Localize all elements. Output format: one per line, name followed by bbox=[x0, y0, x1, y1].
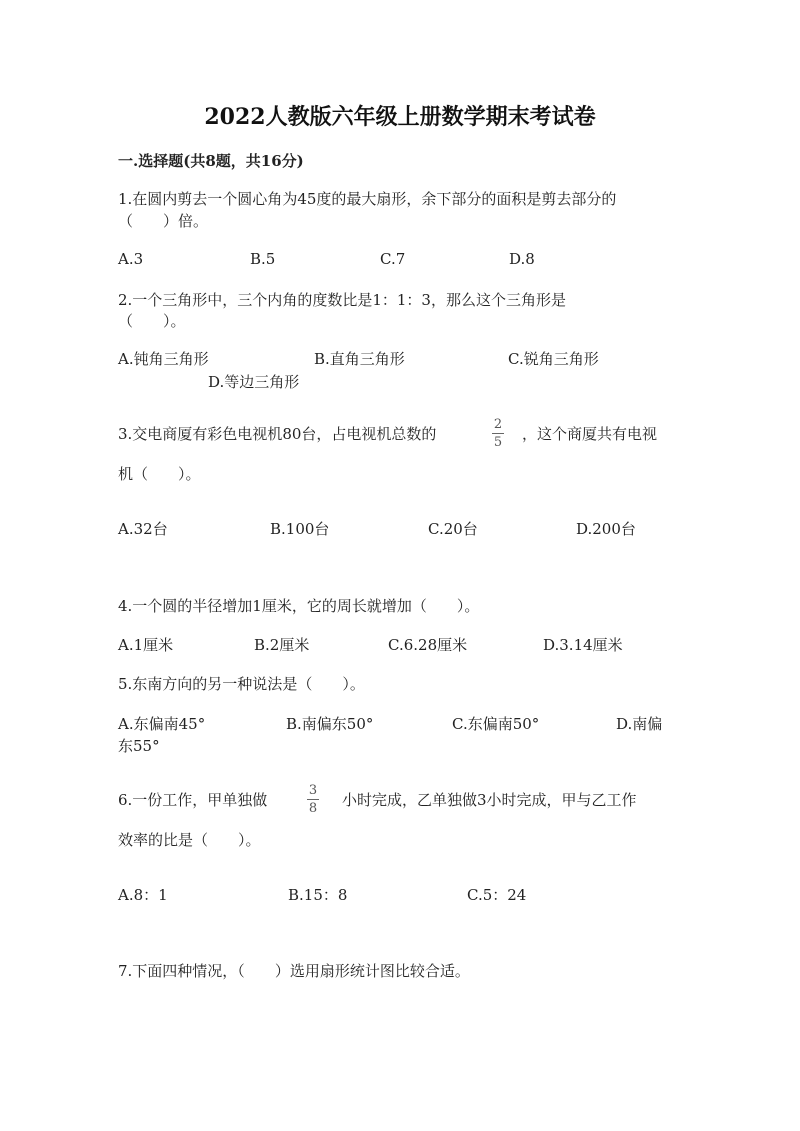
q1-option-d[interactable]: D.8 bbox=[509, 250, 535, 268]
q2-option-d[interactable]: D.等边三角形 bbox=[208, 373, 300, 391]
q4-option-d[interactable]: D.3.14厘米 bbox=[543, 636, 623, 654]
q3-option-d[interactable]: D.200台 bbox=[576, 520, 636, 538]
question-3-text-after-fraction: ，这个商厦共有电视 bbox=[522, 425, 658, 443]
question-6-text-cont: 效率的比是（ ）。 bbox=[118, 831, 261, 849]
question-2-text-cont: （ ）。 bbox=[118, 312, 186, 330]
q2-option-b[interactable]: B.直角三角形 bbox=[314, 350, 405, 368]
q4-option-c[interactable]: C.6.28厘米 bbox=[388, 636, 468, 654]
q3-option-a[interactable]: A.32台 bbox=[118, 520, 168, 538]
fraction-denominator: 5 bbox=[493, 435, 503, 450]
question-1-text: 1.在圆内剪去一个圆心角为45度的最大扇形，余下部分的面积是剪去部分的 bbox=[118, 190, 617, 208]
q5-option-d[interactable]: D.南偏 bbox=[616, 715, 663, 733]
question-6-text-after-fraction: 小时完成，乙单独做3小时完成，甲与乙工作 bbox=[342, 791, 637, 809]
question-2-text: 2.一个三角形中，三个内角的度数比是1：1：3，那么这个三角形是 bbox=[118, 291, 566, 309]
q5-option-a[interactable]: A.东偏南45° bbox=[118, 715, 206, 733]
question-3-text: 3.交电商厦有彩色电视机80台，占电视机总数的 bbox=[118, 425, 437, 443]
q5-option-b[interactable]: B.南偏东50° bbox=[286, 715, 374, 733]
question-4-text: 4.一个圆的半径增加1厘米，它的周长就增加（ ）。 bbox=[118, 597, 480, 615]
page-title: 2022人教版六年级上册数学期末考试卷 bbox=[204, 104, 596, 130]
q1-option-b[interactable]: B.5 bbox=[250, 250, 276, 268]
question-6-text: 6.一份工作，甲单独做 bbox=[118, 791, 268, 809]
fraction-two-fifths bbox=[488, 418, 508, 449]
q2-option-c[interactable]: C.锐角三角形 bbox=[508, 350, 599, 368]
q4-option-a[interactable]: A.1厘米 bbox=[118, 636, 174, 654]
q3-option-c[interactable]: C.20台 bbox=[428, 520, 478, 538]
q6-option-a[interactable]: A.8：1 bbox=[118, 886, 168, 904]
q1-option-a[interactable]: A.3 bbox=[118, 250, 144, 268]
q6-option-b[interactable]: B.15：8 bbox=[288, 886, 348, 904]
q3-option-b[interactable]: B.100台 bbox=[270, 520, 330, 538]
fraction-denominator: 8 bbox=[308, 801, 318, 816]
q1-option-c[interactable]: C.7 bbox=[380, 250, 406, 268]
fraction-three-eighths bbox=[303, 784, 323, 815]
question-7-text: 7.下面四种情况，（ ）选用扇形统计图比较合适。 bbox=[118, 962, 470, 980]
q5-option-c[interactable]: C.东偏南50° bbox=[452, 715, 540, 733]
section-heading: 一.选择题(共8题，共16分) bbox=[118, 152, 304, 170]
fraction-numerator: 2 bbox=[493, 417, 503, 432]
fraction-numerator: 3 bbox=[308, 783, 318, 798]
q5-option-d-cont[interactable]: 东55° bbox=[118, 737, 160, 755]
q4-option-b[interactable]: B.2厘米 bbox=[254, 636, 310, 654]
question-5-text: 5.东南方向的另一种说法是（ ）。 bbox=[118, 675, 365, 693]
q2-option-a[interactable]: A.钝角三角形 bbox=[118, 350, 209, 368]
question-1-text-cont: （ ）倍。 bbox=[118, 212, 209, 230]
question-3-text-cont: 机（ ）。 bbox=[118, 465, 201, 483]
q6-option-c[interactable]: C.5：24 bbox=[467, 886, 527, 904]
